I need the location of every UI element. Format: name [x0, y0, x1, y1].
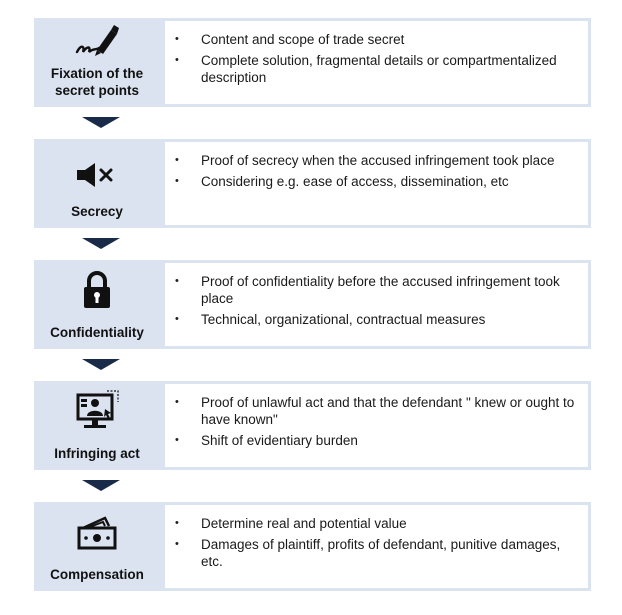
stage-label: Confidentiality — [50, 325, 144, 340]
down-arrow-icon — [82, 117, 120, 128]
bullet-item: • Considering e.g. ease of access, dissemination, etc — [171, 173, 580, 190]
stage-label: Fixation of the secret points — [50, 66, 144, 98]
bullet-item: • Technical, organizational, contractual measures — [171, 311, 580, 328]
stage-label: Compensation — [50, 567, 144, 582]
bullet-item: • Proof of unlawful act and that the defendant " knew or ought to have known" — [171, 394, 580, 428]
bullet-item: • Shift of evidentiary burden — [171, 432, 580, 449]
down-arrow-icon — [82, 359, 120, 370]
stage-content — [165, 505, 588, 588]
stage-content — [165, 142, 588, 225]
stage-label-box — [34, 381, 160, 470]
stage-label: Secrecy — [71, 204, 123, 219]
stage-confidentiality — [34, 260, 591, 349]
stage-content — [165, 384, 588, 467]
down-arrow-icon — [82, 480, 120, 491]
stage-secrecy — [34, 139, 591, 228]
stage-fixation — [34, 18, 591, 107]
stage-label-box — [34, 18, 160, 107]
stage-content — [165, 263, 588, 346]
stage-label: Infringing act — [54, 446, 140, 461]
down-arrow-icon — [82, 238, 120, 249]
bullet-item: • Content and scope of trade secret — [171, 31, 580, 48]
stage-label-box — [34, 260, 160, 349]
stage-label-box — [34, 139, 160, 228]
bullet-item: • Damages of plaintiff, profits of defendant, punitive damages, etc. — [171, 536, 580, 570]
bullet-item: • Proof of secrecy when the accused infringement took place — [171, 152, 580, 169]
stage-infringing-act — [34, 381, 591, 470]
bullet-item: • Complete solution, fragmental details or compartmentalized description — [171, 52, 580, 86]
stage-content — [165, 21, 588, 104]
bullet-item: • Proof of confidentiality before the accused infringement took place — [171, 273, 580, 307]
stage-label-box — [34, 502, 160, 591]
stage-compensation — [34, 502, 591, 591]
bullet-item: • Determine real and potential value — [171, 515, 580, 532]
